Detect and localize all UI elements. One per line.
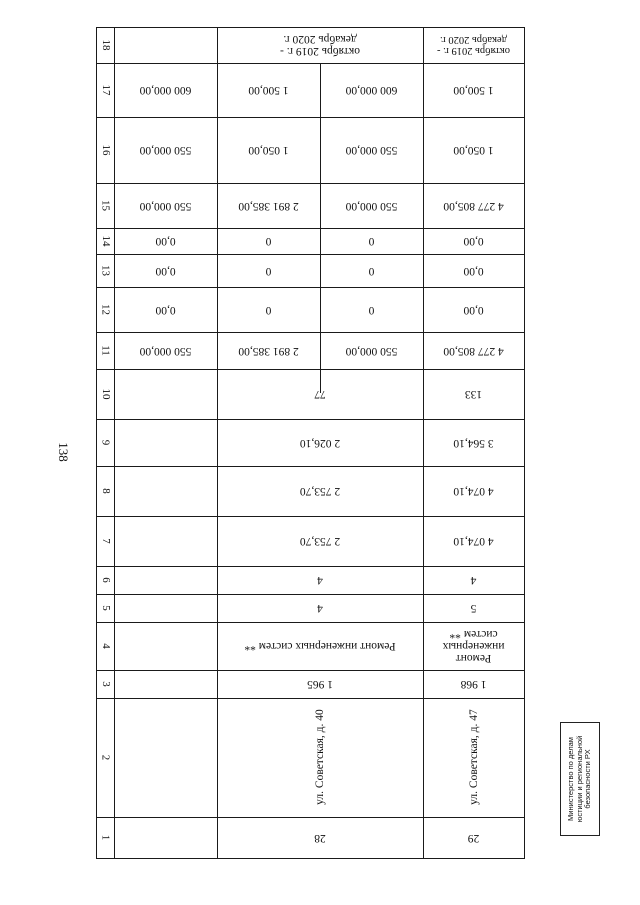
col-header-14: 14 xyxy=(99,235,112,247)
row29-entrances: 4 xyxy=(470,574,477,587)
row28-year: 1 965 xyxy=(307,678,333,691)
stamp-text: Министерство по делам юстиции и региональной безопасности РХ xyxy=(566,735,593,823)
prev-budget-local: 0,00 xyxy=(155,235,176,248)
col-header-8: 8 xyxy=(99,488,112,494)
row28-floors: 4 xyxy=(317,602,323,615)
col-header-1: 1 xyxy=(99,834,112,841)
row29-year: 1 968 xyxy=(460,678,487,691)
row28-budget-region-b: 0 xyxy=(368,264,375,277)
row28-unit-cost: 1 050,00 xyxy=(248,144,289,157)
row29-area-premises: 4 074,10 xyxy=(453,485,494,498)
page-number: 138 xyxy=(56,442,71,462)
col-header-5: 5 xyxy=(99,605,112,611)
row28-fund-a: 0 xyxy=(265,303,272,316)
row28-total-area: 2 753,70 xyxy=(299,535,341,548)
row29-floors: 5 xyxy=(470,602,477,615)
row28-address: ул. Советская, д. 40 xyxy=(313,709,326,806)
row28-entrances: 4 xyxy=(317,574,323,587)
row28-cost-total: 550 000,00 xyxy=(345,344,398,357)
row28-period xyxy=(217,27,423,63)
row29-fund: 0,00 xyxy=(463,303,484,316)
prev-budget-region: 0,00 xyxy=(155,264,176,277)
row28-area-premises: 2 753,70 xyxy=(299,485,341,498)
row28-fund-b: 0 xyxy=(368,303,375,316)
prev-max-cost: 600 000,00 xyxy=(139,84,192,97)
row29-work: Ремонт инженерных систем ** xyxy=(442,627,505,665)
col-header-6: 6 xyxy=(99,577,112,583)
row28-num: 28 xyxy=(314,831,326,844)
row29-max-cost: 1 500,00 xyxy=(453,84,494,97)
col-header-9: 9 xyxy=(99,439,112,446)
row28-residents: 77 xyxy=(314,388,326,401)
col-header-7: 7 xyxy=(99,538,112,544)
col-header-4: 4 xyxy=(99,643,112,649)
row29-owners: 4 277 805,00 xyxy=(443,199,504,212)
row29-residents: 133 xyxy=(464,388,483,401)
row28-budget-region-a: 0 xyxy=(265,264,272,277)
row29-work-cell xyxy=(423,622,524,670)
col-header-2: 2 xyxy=(99,754,112,761)
row28-work: Ремонт инженерных систем ** xyxy=(244,640,396,653)
row28-max-cost-limit: 600 000,00 xyxy=(345,84,398,97)
row29-period xyxy=(423,27,524,63)
col-header-15: 15 xyxy=(99,200,112,211)
row28-owners-total: 2 891 385,00 xyxy=(238,199,299,212)
col-header-10: 10 xyxy=(99,388,112,400)
row28-budget-local-a: 0 xyxy=(265,235,272,248)
row28-budget-local-b: 0 xyxy=(368,235,375,248)
prev-fund: 0,00 xyxy=(155,303,176,316)
row29-address-cell xyxy=(423,698,524,817)
prev-owners: 550 000,00 xyxy=(139,199,192,212)
prev-unit-cost: 550 000,00 xyxy=(139,144,192,157)
col-header-18: 18 xyxy=(99,39,112,51)
row29-cost-total: 4 277 805,00 xyxy=(443,344,504,357)
row29-budget-local: 0,00 xyxy=(463,235,484,248)
col-header-11: 11 xyxy=(99,345,112,356)
ministry-stamp xyxy=(560,722,600,836)
row28-area-living: 2 026,10 xyxy=(299,436,341,449)
row29-num: 29 xyxy=(467,831,480,844)
col-header-13: 13 xyxy=(99,265,112,276)
row28-owners: 550 000,00 xyxy=(345,199,398,212)
row28-address-cell xyxy=(217,698,423,817)
row29-unit-cost: 1 050,00 xyxy=(453,144,494,157)
row28-unit-cost-limit: 550 000,00 xyxy=(345,144,398,157)
prev-cost-total: 550 000,00 xyxy=(139,344,192,357)
row29-budget-region: 0,00 xyxy=(463,264,484,277)
row28-period-text: октябрь 2019 г. - декабрь 2020 г. xyxy=(280,33,360,58)
col-header-16: 16 xyxy=(99,144,112,156)
col-header-12: 12 xyxy=(99,304,112,315)
row28-cost-total-all: 2 891 385,00 xyxy=(238,344,299,357)
col-header-3: 3 xyxy=(99,681,112,687)
row29-period-text: октябрь 2019 г. - декабрь 2020 г. xyxy=(437,34,510,57)
row29-address: ул. Советская, д. 47 xyxy=(467,709,480,806)
row29-area-living: 3 564,10 xyxy=(453,436,494,449)
col-header-17: 17 xyxy=(99,84,112,96)
row29-total-area: 4 074,10 xyxy=(453,535,494,548)
row28-max-cost: 1 500,00 xyxy=(248,84,289,97)
